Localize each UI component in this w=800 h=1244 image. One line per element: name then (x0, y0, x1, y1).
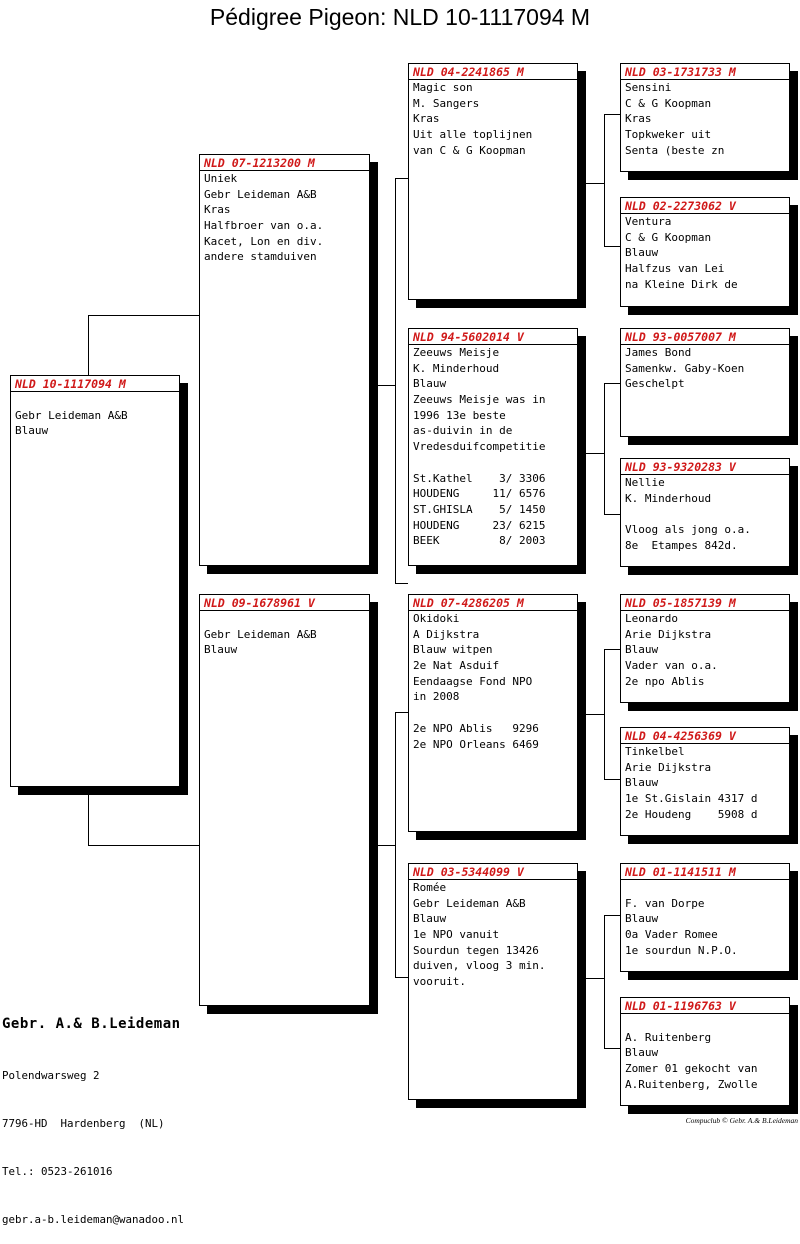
ring-number: NLD 09-1678961 V (204, 596, 315, 610)
detail-line (204, 611, 365, 627)
detail-line: Blauw (413, 377, 447, 391)
pigeon-details (621, 475, 789, 553)
fmm-card[interactable] (620, 458, 790, 567)
detail-line (625, 880, 785, 896)
detail-line: as-duivin in de (413, 424, 513, 438)
detail-line: Gebr Leideman A&B (413, 896, 526, 910)
detail-line: HOUDENG 11/ 6576 (413, 487, 546, 501)
pigeon-details (621, 214, 789, 292)
subject-card[interactable] (10, 375, 180, 787)
detail-line: James Bond (625, 346, 692, 359)
detail-line: K. Minderhoud (413, 361, 500, 375)
detail-line: Blauw (625, 246, 659, 260)
detail-line: 2e npo Ablis (625, 674, 705, 688)
mother-card[interactable] (199, 594, 370, 1006)
detail-line: C & G Koopman (625, 230, 712, 244)
detail-line: 2e Houdeng 5908 d (625, 807, 758, 821)
ring-number: NLD 02-2273062 V (625, 199, 736, 213)
detail-line: Tinkelbel (625, 745, 685, 758)
breeder-contact (2, 1036, 184, 1244)
detail-line: Ventura (625, 215, 672, 228)
ffm-card[interactable] (620, 197, 790, 307)
detail-line: Blauw (413, 912, 447, 926)
ring-number: NLD 03-5344099 V (413, 865, 524, 879)
detail-line: Kacet, Lon en div. (204, 234, 324, 248)
paternal-grandmother-card[interactable] (408, 328, 578, 566)
ring-number: NLD 07-1213200 M (204, 156, 315, 170)
detail-line: A.Ruitenberg, Zwolle (625, 1077, 758, 1091)
detail-line: Arie Dijkstra (625, 760, 712, 774)
pigeon-details (621, 1014, 789, 1092)
ring-number: NLD 07-4286205 M (413, 596, 524, 610)
detail-line: 1e sourdun N.P.O. (625, 943, 738, 957)
pigeon-details (621, 744, 789, 822)
detail-line: HOUDENG 23/ 6215 (413, 518, 546, 532)
maternal-grandfather-card[interactable] (408, 594, 578, 832)
pigeon-details (621, 880, 789, 958)
detail-line: Sensini (625, 81, 672, 94)
page-title: Pédigree Pigeon: NLD 10-1117094 M (209, 4, 591, 30)
detail-line: Eendaagse Fond NPO (413, 674, 533, 688)
breeder-name: Gebr. A.& B.Leideman (2, 1016, 181, 1032)
pigeon-details (200, 611, 369, 658)
ring-number: NLD 93-9320283 V (625, 460, 736, 474)
detail-line: Okidoki (413, 612, 460, 625)
detail-line: ST.GHISLA 5/ 1450 (413, 502, 546, 516)
detail-line: Vredesduifcompetitie (413, 440, 546, 454)
detail-line: 8e Etampes 842d. (625, 538, 738, 552)
ring-number: NLD 01-1141511 M (625, 865, 736, 879)
detail-line: Gebr Leideman A&B (204, 627, 317, 641)
detail-line: A. Ruitenberg (625, 1030, 712, 1044)
detail-line: Nellie (625, 476, 665, 489)
ring-number: NLD 01-1196763 V (625, 999, 736, 1013)
detail-line: 1996 13e beste (413, 408, 506, 422)
detail-line: Zeeuws Meisje was in (413, 393, 546, 407)
pigeon-details (621, 345, 789, 392)
detail-line: Blauw (15, 424, 49, 438)
detail-line: andere stamduiven (204, 250, 317, 264)
detail-line: in 2008 (413, 690, 460, 704)
detail-line: duiven, vloog 3 min. (413, 959, 546, 973)
detail-line (413, 705, 573, 721)
detail-line (15, 392, 175, 408)
detail-line: Zomer 01 gekocht van (625, 1062, 758, 1076)
ring-number: NLD 94-5602014 V (413, 330, 524, 344)
pigeon-details (11, 392, 179, 439)
pigeon-details (409, 611, 577, 752)
breeder-address: Polendwarsweg 2 (2, 1069, 100, 1082)
ring-number: NLD 04-2241865 M (413, 65, 524, 79)
ring-number: NLD 03-1731733 M (625, 65, 736, 79)
detail-line: vooruit. (413, 975, 466, 989)
detail-line: Kras (204, 203, 231, 217)
pigeon-details (409, 880, 577, 990)
detail-line: Halfzus van Lei (625, 262, 725, 276)
detail-line: Leonardo (625, 612, 678, 625)
copyright-notice: Compuclub © Gebr. A.& B.Leideman (685, 1116, 798, 1125)
detail-line: 0a Vader Romee (625, 928, 718, 942)
mff-card[interactable] (620, 594, 790, 703)
detail-line: St.Kathel 3/ 3306 (413, 471, 546, 485)
detail-line: BEEK 8/ 2003 (413, 534, 546, 548)
detail-line: Sourdun tegen 13426 (413, 943, 539, 957)
detail-line (413, 455, 573, 471)
pigeon-details (409, 345, 577, 549)
detail-line: Blauw witpen (413, 643, 493, 657)
detail-line: Kras (413, 112, 440, 126)
pigeon-details (621, 611, 789, 689)
ring-number: NLD 10-1117094 M (15, 377, 126, 391)
ring-number: NLD 93-0057007 M (625, 330, 736, 344)
fff-card[interactable] (620, 63, 790, 172)
detail-line: Vader van o.a. (625, 659, 718, 673)
detail-line: Samenkw. Gaby-Koen (625, 361, 745, 375)
detail-line: K. Minderhoud (625, 491, 712, 505)
detail-line: Topkweker uit (625, 128, 712, 142)
father-card[interactable] (199, 154, 370, 566)
detail-line: 1e St.Gislain 4317 d (625, 792, 758, 806)
detail-line: 2e NPO Orleans 6469 (413, 737, 539, 751)
pigeon-details (621, 80, 789, 158)
detail-line: Arie Dijkstra (625, 627, 712, 641)
detail-line: Blauw (204, 643, 238, 657)
mmm-card[interactable] (620, 997, 790, 1106)
pigeon-details (200, 171, 369, 265)
ring-number: NLD 04-4256369 V (625, 729, 736, 743)
detail-line (625, 1014, 785, 1030)
detail-line: na Kleine Dirk de (625, 277, 738, 291)
detail-line: Magic son (413, 81, 473, 94)
pigeon-details (409, 80, 577, 158)
detail-line: 2e NPO Ablis 9296 (413, 721, 539, 735)
paternal-grandfather-card[interactable] (408, 63, 578, 300)
breeder-city: 7796-HD Hardenberg (NL) (2, 1117, 165, 1130)
mmf-card[interactable] (620, 863, 790, 972)
detail-line (625, 506, 785, 522)
detail-line: M. Sangers (413, 96, 480, 110)
detail-line: Blauw (625, 912, 659, 926)
detail-line: Uniek (204, 172, 238, 185)
detail-line: F. van Dorpe (625, 896, 705, 910)
detail-line: Geschelpt (625, 377, 685, 391)
detail-line: Romée (413, 881, 447, 894)
breeder-email[interactable]: gebr.a-b.leideman@wanadoo.nl (2, 1213, 185, 1226)
detail-line: Halfbroer van o.a. (204, 219, 324, 233)
detail-line: Gebr Leideman A&B (15, 408, 128, 422)
detail-line: Vloog als jong o.a. (625, 523, 751, 537)
detail-line: Zeeuws Meisje (413, 346, 500, 359)
mfm-card[interactable] (620, 727, 790, 836)
detail-line: Uit alle toplijnen (413, 128, 533, 142)
maternal-grandmother-card[interactable] (408, 863, 578, 1100)
detail-line: Blauw (625, 776, 659, 790)
detail-line: Blauw (625, 1046, 659, 1060)
detail-line: van C & G Koopman (413, 143, 526, 157)
detail-line: A Dijkstra (413, 627, 480, 641)
detail-line: Blauw (625, 643, 659, 657)
detail-line: Senta (beste zn (625, 143, 725, 157)
ring-number: NLD 05-1857139 M (625, 596, 736, 610)
detail-line: Gebr Leideman A&B (204, 187, 317, 201)
breeder-phone: Tel.: 0523-261016 (2, 1165, 113, 1178)
detail-line: 1e NPO vanuit (413, 928, 500, 942)
detail-line: C & G Koopman (625, 96, 712, 110)
detail-line: 2e Nat Asduif (413, 659, 500, 673)
detail-line: Kras (625, 112, 652, 126)
fmf-card[interactable] (620, 328, 790, 437)
